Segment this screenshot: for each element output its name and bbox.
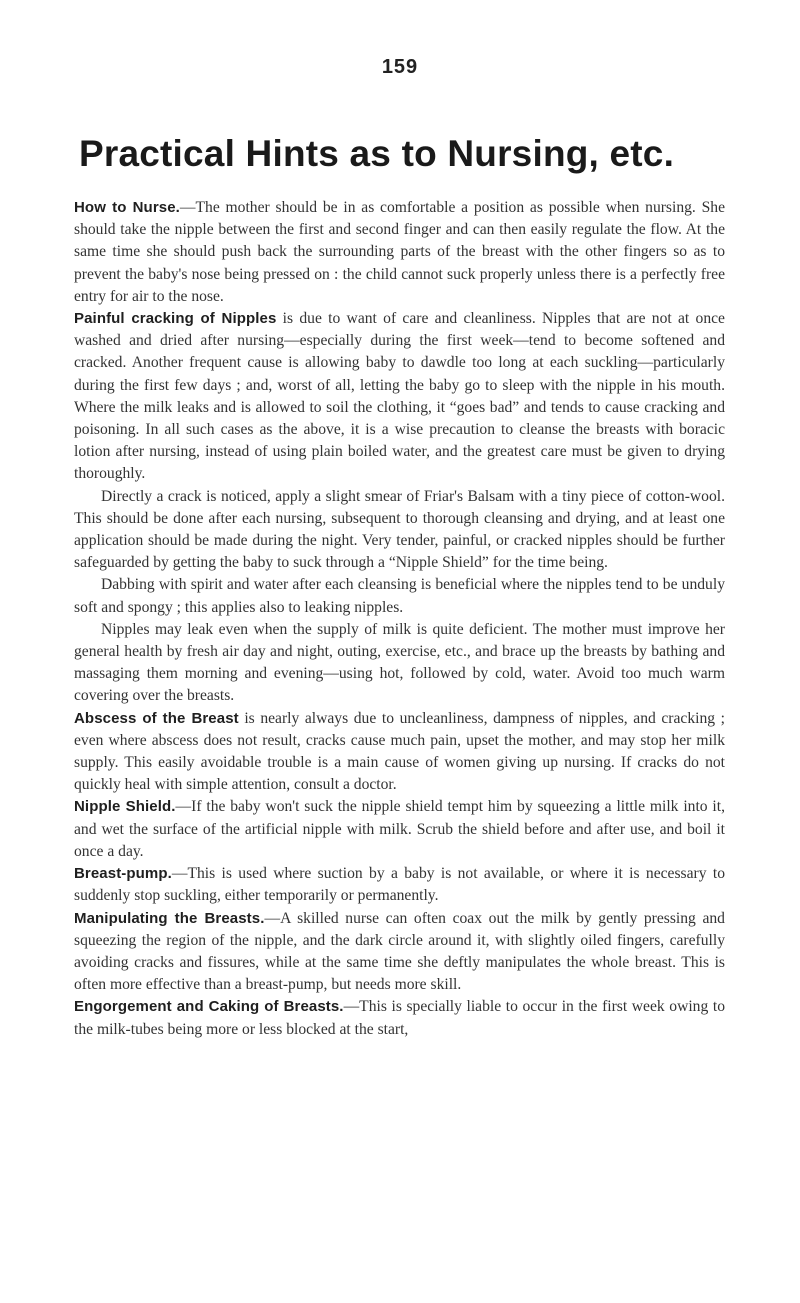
paragraph-text: Nipples may leak even when the supply of milk is quite deficient. The mother must improve her general health by fresh air day and night, outing, exercise, etc., and brace up the breasts by bathing and massaging them morning and evening—using hot, followed by cold, water. Avoid too much warm covering over the breasts. [74,620,725,705]
paragraph-text: Directly a crack is noticed, apply a slight smear of Friar's Balsam with a tiny piece of cotton-wool. This should be done after each nursing, subsequent to thorough cleansing and drying, and at least one application should be made during the night. Very tender, painful, or cracked nipples should be further safeguarded by getting the baby to suck through a “Nipple Shield” for the time being. [74,487,725,572]
paragraph-painful-cracking [74,308,725,486]
section-heading: Breast-pump. [74,865,172,883]
paragraph-text: Dabbing with spirit and water after each cleansing is beneficial where the nipples tend to be unduly soft and spongy ; this applies also to leaking nipples. [74,576,725,616]
paragraph-nipple-shield [74,796,725,863]
section-heading: Nipple Shield. [74,798,176,816]
paragraph-text: —The mother should be in as comfortable a position as possible when nursing. She should take the nipple between the first and second finger and can then easily regulate the flow. At the same time she should push back the surrounding parts of the breast with the other fingers so as to prevent the baby's nose being pressed on : the child cannot suck properly unless there is a perfectly free entry for air to the nose. [74,199,726,305]
paragraph-text: —If the baby won't suck the nipple shield tempt him by squeezing a little milk into it, and wet the surface of the artificial nipple with milk. Scrub the shield before and after use, and boil it once a day. [74,798,725,860]
paragraph-text: —This is specially liable to occur in the first week owing to the milk-tubes being more or less blocked at the start, [74,998,725,1038]
paragraph-friars-balsam [74,486,725,575]
paragraph-text: —This is used where suction by a baby is not available, or where it is necessary to suddenly stop suckling, either temporarily or permanently. [74,865,725,905]
paragraph-text: is due to want of care and cleanliness. Nipples that are not at once washed and dried after nursing—especially during the first week—tend to become softened and cracked. Another frequent cause is allowing baby to dawdle too long at each suckling—particularly during the first few days ; and, worst of all, letting the baby go to sleep with the nipple in his mouth. Where the milk leaks and is allowed to soil the clothing, it “goes bad” and tends to cause cracking and poisoning. In all such cases as the above, it is a wise precaution to cleanse the breasts with boracic lotion after nursing, instead of using plain boiled water, and the greatest care must be given to drying thoroughly. [74,310,725,483]
paragraph-dabbing-spirit [74,574,725,618]
paragraph-leaking-nipples [74,619,725,708]
paragraph-engorgement [74,996,725,1040]
page-number: 159 [381,56,419,78]
section-heading: Engorgement and Caking of Breasts. [74,998,344,1016]
section-heading: Painful cracking of Nipples [74,310,277,328]
article-body [74,197,725,1041]
page-title: Practical Hints as to Nursing, etc. [79,133,675,174]
paragraph-abscess [74,708,725,797]
paragraph-text: is nearly always due to uncleanliness, dampness of nipples, and cracking ; even where abscess does not result, cracks cause much pain, upset the mother, and may stop her milk supply. This easily avoidable trouble is a main cause of women giving up nursing. If cracks do not quickly heal with simple attention, consult a doctor. [74,709,725,794]
paragraph-text: —A skilled nurse can often coax out the milk by gently pressing and squeezing the region of the nipple, and the dark circle around it, with slightly oiled fingers, carefully avoiding cracks and fissures, while at the same time she deftly manipulates the whole breast. This is often more effective than a breast-pump, but needs more skill. [74,909,725,994]
paragraph-manipulating [74,908,725,997]
section-heading: Manipulating the Breasts. [74,909,265,927]
paragraph-breast-pump [74,863,725,907]
section-heading: How to Nurse. [74,199,180,216]
paragraph-how-to-nurse [74,197,725,308]
section-heading: Abscess of the Breast [74,709,239,727]
